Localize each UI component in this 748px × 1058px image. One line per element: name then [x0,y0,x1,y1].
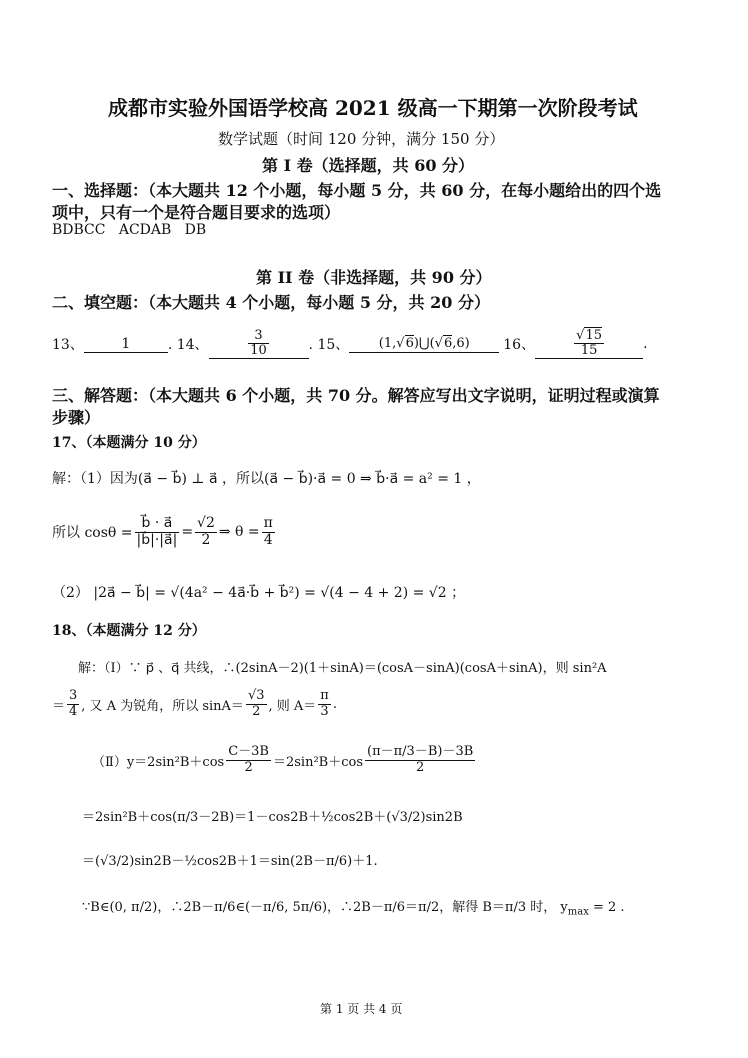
p17-implies: ⇒ θ = [218,524,260,540]
section1-heading-line1: 一、选择题：（本大题共 12 个小题，每小题 5 分，共 60 分，在每小题给出的四个选 [52,181,662,200]
problem18-line2 [52,684,337,724]
q16-answer [535,329,643,360]
p18-l3-frac-den: 2 [244,759,253,775]
p18-mid2: , 则 A＝ [268,698,317,714]
q13-answer: 1 [84,336,168,353]
q15-part3: ,6) [452,335,470,351]
problem18-line1: 解：（Ⅰ）∵ p⃗ 、q⃗ 共线，∴(2sinA－2)(1＋sinA)＝(cosA－sinA)(cosA＋sinA)，则 sin²A [78,661,607,676]
problem18-line4: ＝2sin²B＋cos(π/3－2B)＝1－cos2B＋½cos2B＋(√3/2)sin2B [82,810,463,825]
q16-label: 16、 [503,337,536,353]
p17-frac2-num: √2 [197,515,215,532]
problem17-heading: 17、（本题满分 10 分） [52,435,206,451]
p18-l3-frac-num: C－3B [228,744,269,760]
q14-denominator: 10 [250,343,267,358]
p18-frac3-den: 3 [320,703,329,719]
problem18-line3 [92,740,477,780]
problem18-line5: ＝(√3/2)sin2B－½cos2B＋1＝sin(2B－π/6)＋1. [82,854,378,869]
problem18-line6 [82,896,625,918]
q15-answer: (1,√6)⋃(√6,6) [349,336,499,353]
q15-label: . 15、 [308,337,350,353]
p18-l3-mid: ＝2sin²B＋cos [272,754,364,770]
p18-end: . [332,696,337,712]
p18-frac2-num: √3 [247,688,265,704]
section3-heading-line2: 步骤） [52,408,101,427]
p18-l6-sub: max [567,906,589,918]
page-footer: 第 1 页 共 4 页 [320,1002,403,1016]
q15-root1: 6 [405,335,414,351]
volume-2-heading: 第 II 卷（非选择题，共 90 分） [256,268,492,287]
fill-end: . [643,336,648,352]
p17-eq: = [181,524,194,540]
fill-in-answers [52,322,648,366]
q15-part1: (1, [378,335,397,351]
p17-frac-num: b⃗ · a⃗ [135,516,180,532]
p18-eq: ＝ [52,698,66,714]
problem17-line2 [52,508,277,556]
q16-denominator: 15 [580,343,598,358]
section1-heading-line2: 项中，只有一个是符合题目要求的选项） [52,203,341,222]
p18-mid: , 又 A 为锐角，所以 sinA＝ [81,698,244,714]
p17-frac2-den: 2 [201,531,211,548]
q16-numerator: √15 [576,327,603,343]
q14-numerator: 3 [248,329,269,344]
p17-cos-label: 所以 cosθ = [52,525,133,541]
p18-frac3-num: π [320,688,329,704]
q15-part2: )⋃( [413,335,435,351]
section2-heading: 二、填空题：（本大题共 4 个小题，每小题 5 分，共 20 分） [52,293,490,312]
page-subtitle: 数学试题（时间 120 分钟，满分 150 分） [218,130,505,148]
p17-frac3-num: π [263,515,273,532]
section3-heading-line1: 三、解答题：（本大题共 6 个小题，共 70 分。解答应写出文字说明，证明过程或演算 [52,386,660,405]
p18-l3-pre: （Ⅱ）y＝2sin²B＋cos [92,754,225,770]
p18-l6-text: ∵B∈(0, π/2)，∴2B－π/6∈(－π/6, 5π/6)，∴2B－π/6＝π/2，解得 B＝π/3 时， y [82,900,568,915]
p17-frac3-den: 4 [263,531,273,548]
p18-l3-frac2-den: 2 [416,759,425,775]
q14-answer [209,329,309,360]
choice-answers: BDBCC ACDAB DB [52,222,207,238]
q14-label: . 14、 [167,337,209,353]
page-title: 成都市实验外国语学校高 2021 级高一下期第一次阶段考试 [108,96,638,120]
p18-frac-den: 4 [69,703,78,719]
problem17-line3: （2） |2a⃗ − b⃗| = √(4a² − 4a⃗·b⃗ + b⃗²) = √(4 − 4 + 2) = √2 ； [52,585,466,601]
problem18-heading: 18、（本题满分 12 分） [52,623,206,639]
p18-l6-end: = 2 . [588,900,625,915]
volume-1-heading: 第 I 卷（选择题，共 60 分） [262,156,475,175]
p18-frac2-den: 2 [252,703,261,719]
p18-l3-frac2-num: (π－π/3－B)－3B [367,744,474,760]
q13-label: 13、 [52,337,84,353]
problem17-line1: 解：（1）因为(a⃗ − b⃗) ⊥ a⃗ ，所以(a⃗ − b⃗)·a⃗ = 0 ⇒ b⃗·a⃗ = a² = 1 ， [52,471,481,487]
q15-root2: 6 [443,335,453,351]
p18-frac-num: 3 [69,688,78,704]
p17-frac-den: |b⃗|·|a⃗| [136,531,178,548]
